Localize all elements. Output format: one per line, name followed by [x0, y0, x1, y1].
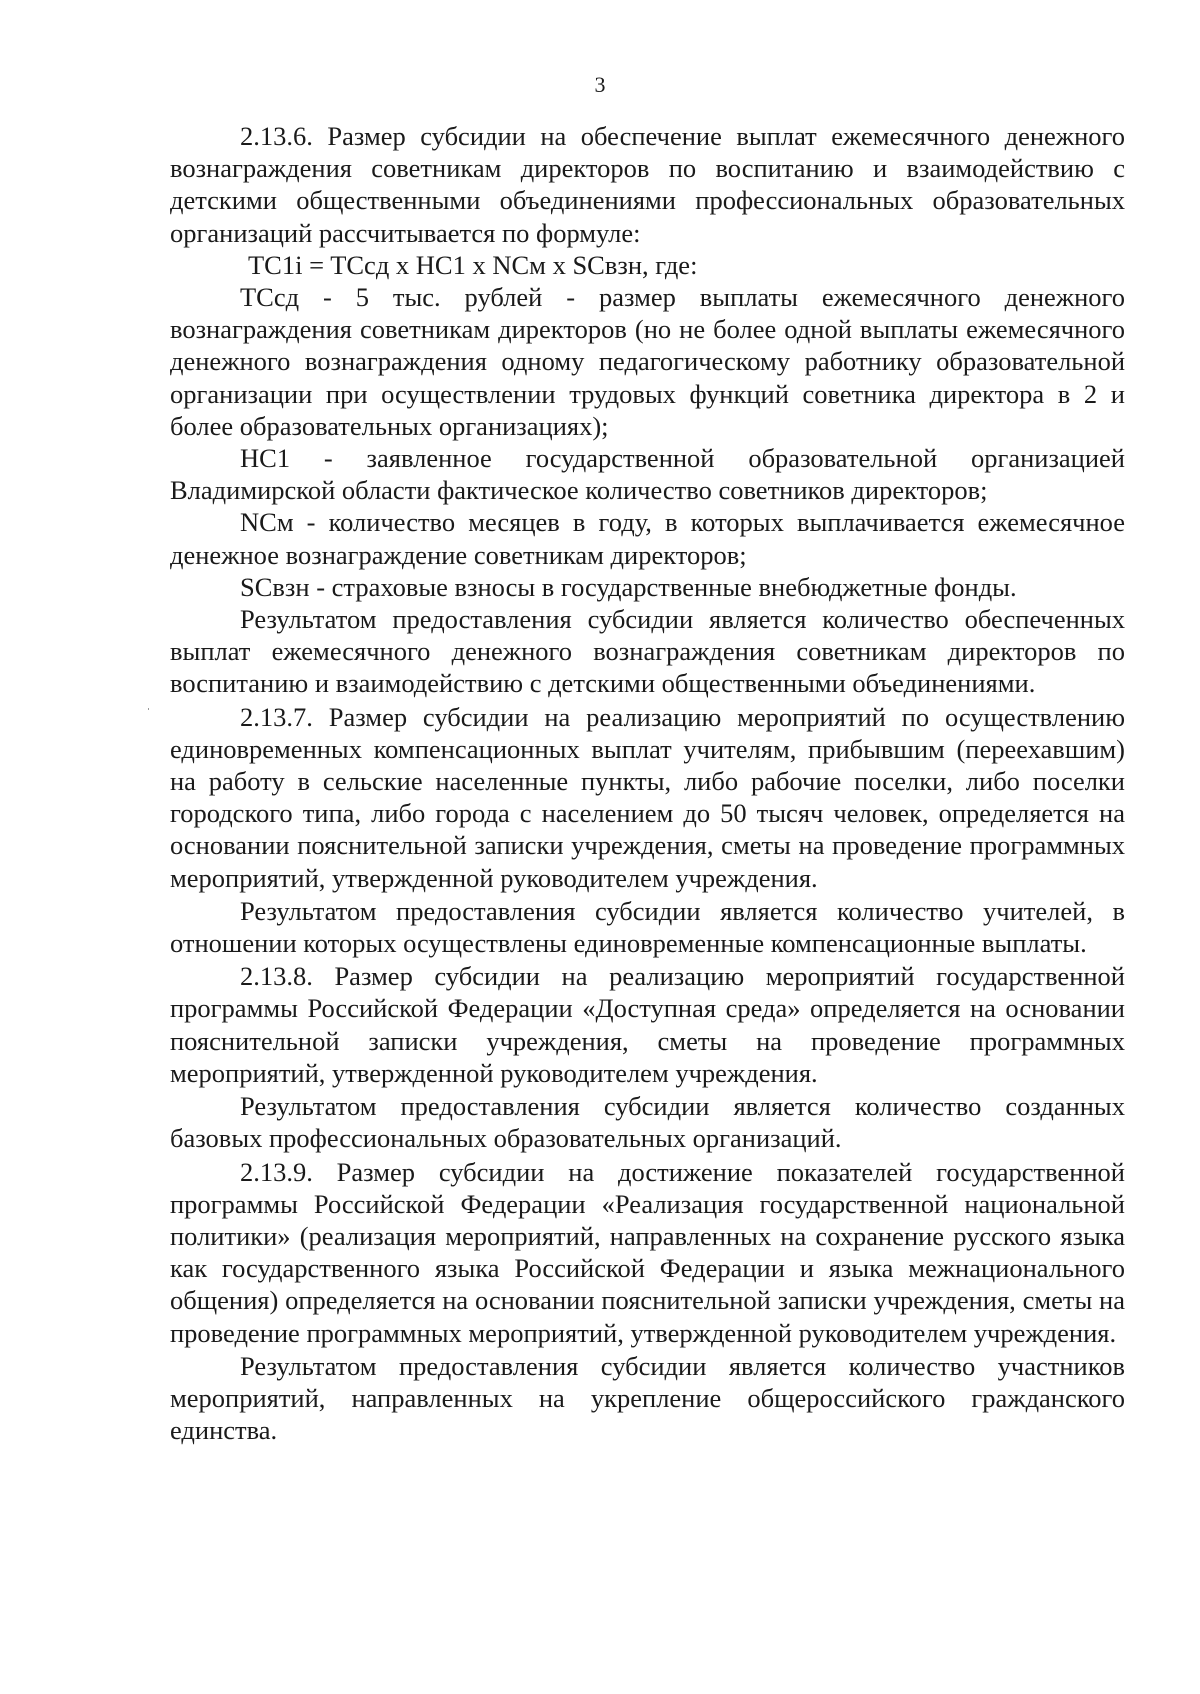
page-number: 3 — [594, 72, 606, 97]
definition-ncm: NCм - количество месяцев в году, в которых выплачивается ежемесячное денежное вознаграждение советникам директоров; — [170, 507, 1125, 570]
result-2-13-9: Результатом предоставления субсидии является количество участников мероприятий, направленных на укрепление общероссийского гражданского единства. — [170, 1350, 1125, 1446]
formula-tc1i: TC1i = TCсд x HC1 x NCм x SCвзн, где: — [248, 249, 698, 280]
document-body — [170, 120, 1125, 1446]
result-2-13-8: Результатом предоставления субсидии является количество созданных базовых профессиональных образовательных организаций. — [170, 1091, 1125, 1154]
definition-hc1: HC1 - заявленное государственной образовательной организацией Владимирской области фактическое количество советников директоров; — [170, 443, 1125, 506]
paragraph-2-13-8: 2.13.8. Размер субсидии на реализацию мероприятий государственной программы Российской Федерации «Доступная среда» определяется на основании пояснительной записки учреждения, сметы на проведение программных мероприятий, утвержденной руководителем учреждения. — [170, 961, 1125, 1088]
paragraph-2-13-7: 2.13.7. Размер субсидии на реализацию мероприятий по осуществлению единовременных компенсационных выплат учителям, прибывшим (переехавшим) на работу в сельские населенные пункты, либо рабочие поселки, либо поселки городского типа, либо города с населением до 50 тысяч человек, определяется на основании пояснительной записки учреждения, сметы на проведение программных мероприятий, утвержденной руководителем учреждения. — [170, 701, 1125, 893]
paragraph-2-13-6: 2.13.6. Размер субсидии на обеспечение выплат ежемесячного денежного вознаграждения советникам директоров по воспитанию и взаимодействию с детскими общественными объединениями профессиональных образовательных организаций рассчитывается по формуле: — [170, 121, 1125, 248]
result-2-13-7: Результатом предоставления субсидии является количество учителей, в отношении которых осуществлены единовременные компенсационные выплаты. — [170, 895, 1125, 959]
result-2-13-6: Результатом предоставления субсидии является количество обеспеченных выплат ежемесячного денежного вознаграждения советникам директоров по воспитанию и взаимодействию с детскими общественными объединениями. — [170, 604, 1125, 699]
definition-scvzn: SCвзн - страховые взносы в государственные внебюджетные фонды. — [240, 571, 1017, 602]
scan-artifact — [148, 708, 149, 710]
paragraph-2-13-9: 2.13.9. Размер субсидии на достижение показателей государственной программы Российской Федерации «Реализация государственной национальной политики» (реализация мероприятий, направленных на сохранение русского языка как государственного языка Российской Федерации и языка межнационального общения) определяется на основании пояснительной записки учреждения, сметы на проведение программных мероприятий, утвержденной руководителем учреждения. — [170, 1156, 1125, 1348]
definition-tcsd: TCсд - 5 тыс. рублей - размер выплаты ежемесячного денежного вознаграждения советникам директоров (но не более одной выплаты ежемесячного денежного вознаграждения одному педагогическому работнику образовательной организации при осуществлении трудовых функций советника директора в 2 и более образовательных организациях); — [170, 282, 1125, 441]
